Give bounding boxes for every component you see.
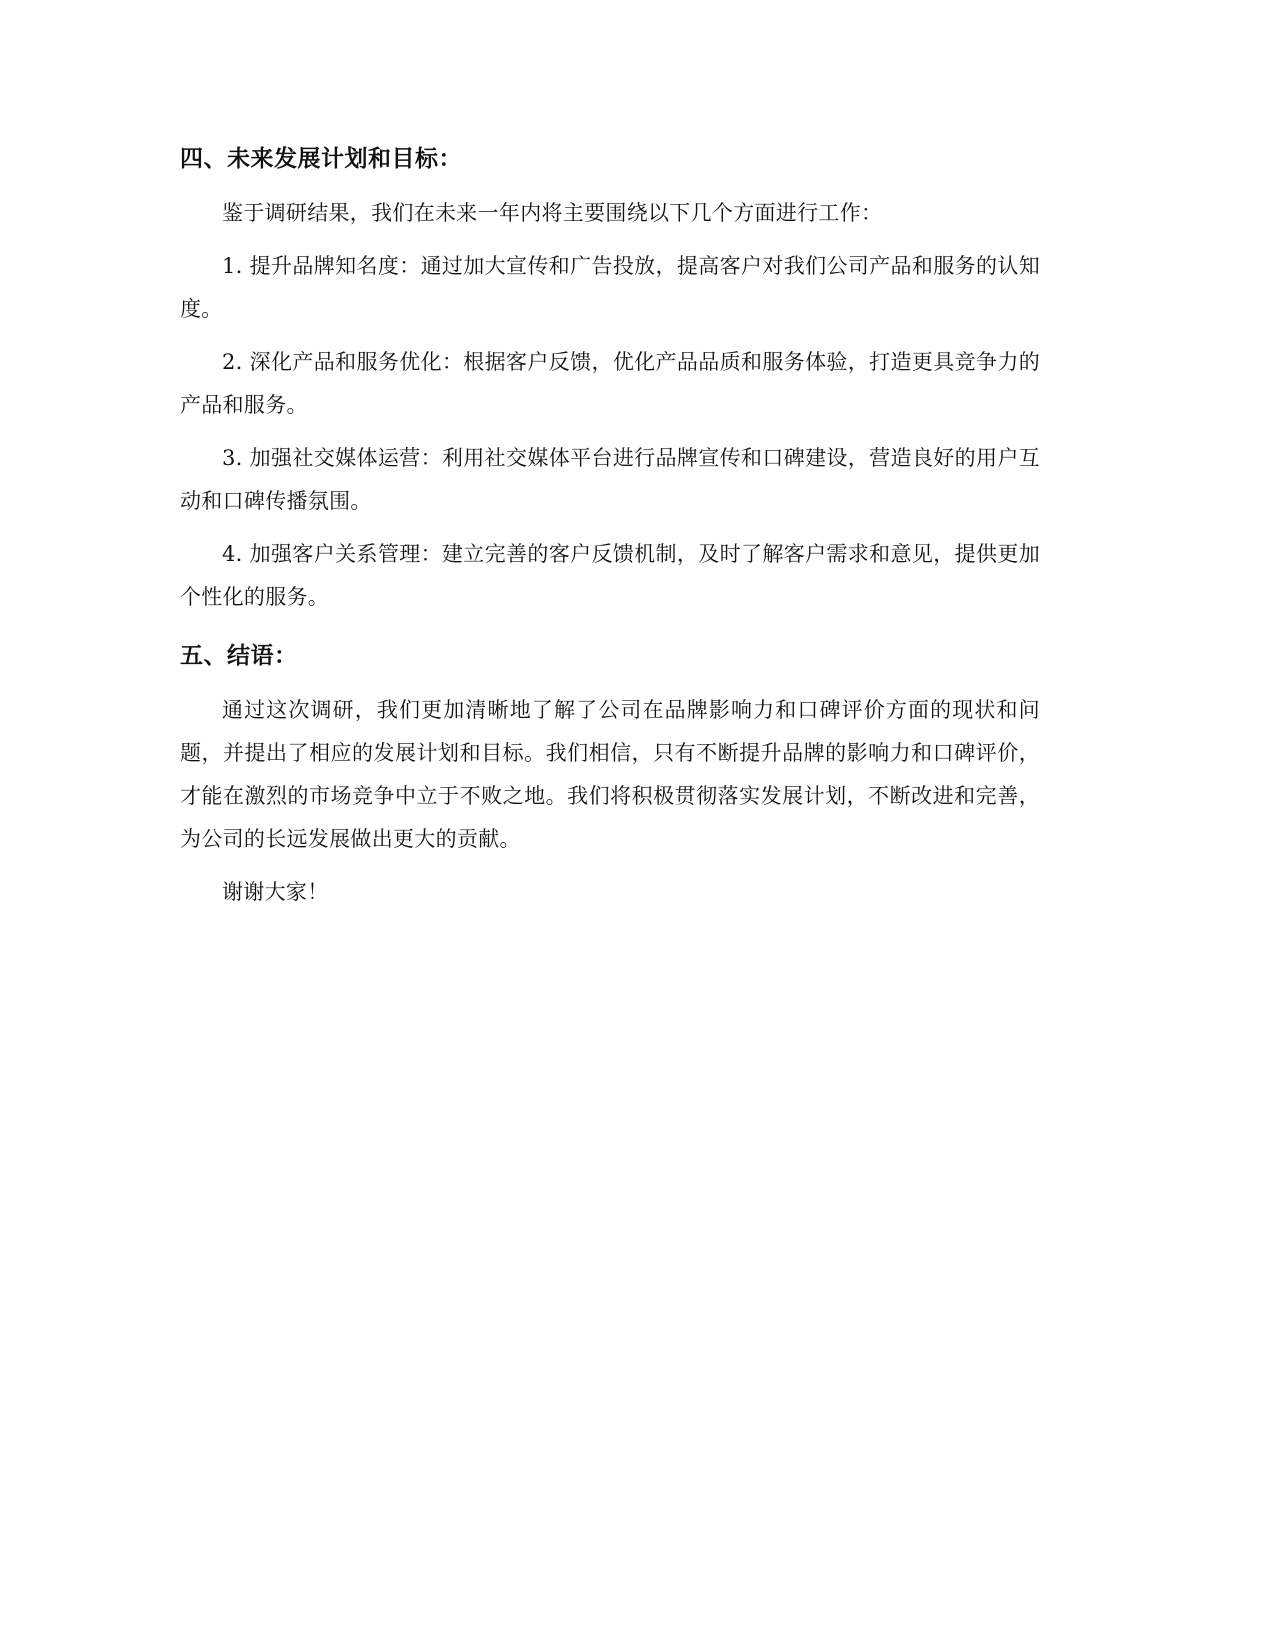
section-4-intro: 鉴于调研结果，我们在未来一年内将主要围绕以下几个方面进行工作： <box>222 201 883 225</box>
conclusion-paragraph: 通过这次调研，我们更加清晰地了解了公司在品牌影响力和口碑评价方面的现状和问题，并提出了相应的发展计划和目标。我们相信，只有不断提升品牌的影响力和口碑评价，才能在激烈的市场竞争中立于不败之地。我们将积极贯彻落实发展计划，不断改进和完善，为公司的长远发展做出更大的贡献。 <box>180 698 1040 851</box>
plan-item-2: 2. 深化产品和服务优化：根据客户反馈，优化产品品质和服务体验，打造更具竞争力的产品和服务。 <box>180 350 1040 417</box>
document-page <box>180 140 1040 924</box>
section-4-heading: 四、未来发展计划和目标： <box>180 146 462 172</box>
section-5-heading: 五、结语： <box>180 643 298 669</box>
plan-item-3: 3. 加强社交媒体运营：利用社交媒体平台进行品牌宣传和口碑建设，营造良好的用户互动和口碑传播氛围。 <box>180 446 1040 513</box>
plan-item-4: 4. 加强客户关系管理：建立完善的客户反馈机制，及时了解客户需求和意见，提供更加个性化的服务。 <box>180 542 1040 609</box>
closing-thanks: 谢谢大家！ <box>222 880 329 904</box>
plan-item-1: 1. 提升品牌知名度：通过加大宣传和广告投放，提高客户对我们公司产品和服务的认知度。 <box>180 254 1040 321</box>
